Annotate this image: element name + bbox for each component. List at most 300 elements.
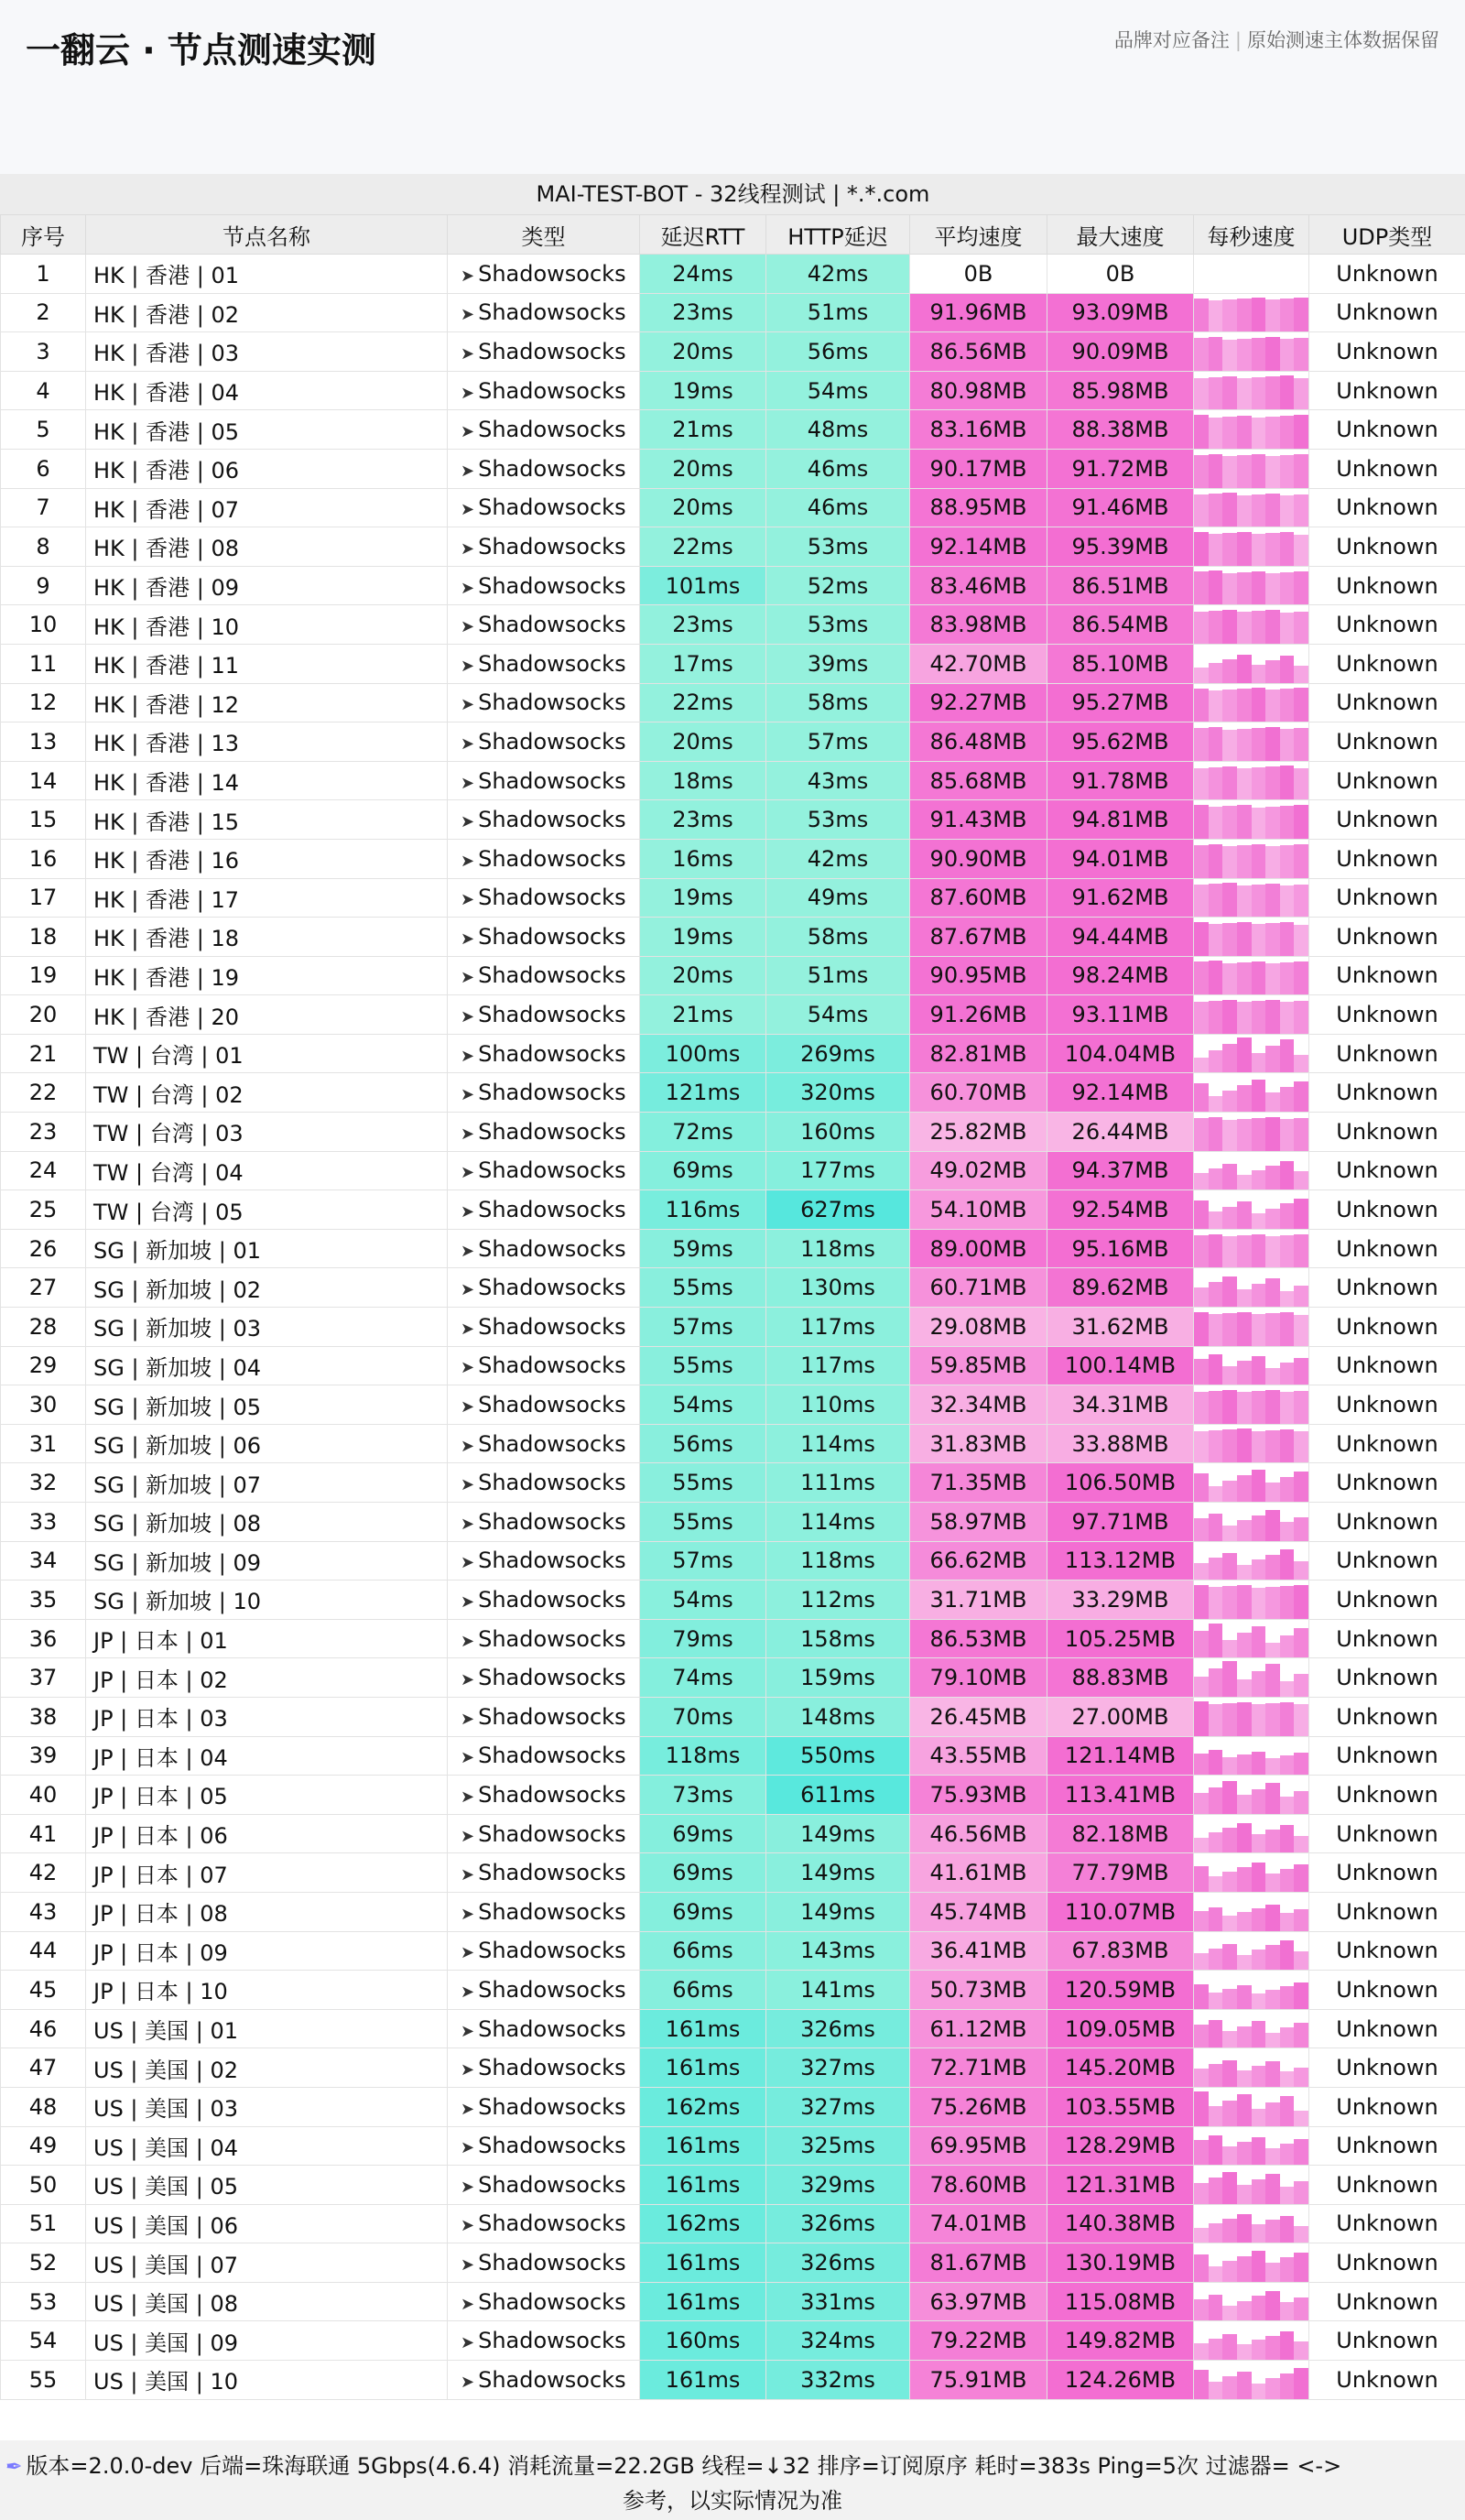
sparkline-bar — [1194, 532, 1209, 566]
sparkline-bar — [1194, 1200, 1209, 1229]
table-row — [1, 371, 1465, 410]
node-type-label: Shadowsocks — [478, 2055, 626, 2081]
max-speed: 85.98MB — [1047, 371, 1194, 410]
per-second-speed — [1194, 1776, 1309, 1815]
node-type-label: Shadowsocks — [478, 1976, 626, 2003]
udp-type: Unknown — [1309, 683, 1465, 722]
node-type — [448, 1190, 640, 1230]
node-name: SG | 新加坡 | 01 — [86, 1229, 448, 1268]
node-name: TW | 台湾 | 01 — [86, 1034, 448, 1073]
row-index: 28 — [1, 1308, 86, 1347]
sparkline-bar — [1194, 1838, 1209, 1853]
table-row — [1, 2243, 1465, 2283]
sparkline-bar — [1252, 1993, 1266, 2009]
row-index: 51 — [1, 2204, 86, 2243]
avg-speed: 83.98MB — [910, 605, 1047, 645]
sparkline-bar — [1280, 1869, 1295, 1892]
sparkline-bar — [1222, 1586, 1237, 1618]
node-name: HK | 香港 | 14 — [86, 761, 448, 800]
sparkline-bar — [1265, 2291, 1280, 2320]
rtt-latency: 16ms — [640, 839, 766, 878]
paper-plane-icon: ➤ — [461, 1085, 475, 1105]
sparkline-bar — [1209, 337, 1223, 370]
sparkline-bar — [1265, 376, 1280, 409]
node-name: HK | 香港 | 13 — [86, 722, 448, 762]
speed-sparkline — [1194, 1463, 1308, 1502]
table-row — [1, 410, 1465, 450]
per-second-speed — [1194, 2048, 1309, 2088]
row-index: 16 — [1, 839, 86, 878]
sparkline-bar — [1294, 1118, 1308, 1151]
sparkline-bar — [1294, 1431, 1308, 1462]
rtt-latency: 161ms — [640, 2126, 766, 2166]
speed-sparkline — [1194, 489, 1308, 527]
row-index: 43 — [1, 1892, 86, 1931]
row-index: 45 — [1, 1971, 86, 2010]
sparkline-bar — [1209, 1704, 1223, 1736]
max-speed: 93.09MB — [1047, 293, 1194, 332]
paper-plane-icon: ➤ — [461, 2099, 475, 2119]
sparkline-bar — [1194, 1173, 1209, 1189]
sparkline-bar — [1265, 2061, 1280, 2087]
node-type — [448, 761, 640, 800]
per-second-speed — [1194, 1580, 1309, 1620]
sparkline-bar — [1194, 885, 1209, 917]
max-speed: 34.31MB — [1047, 1385, 1194, 1425]
footer-info — [5, 2448, 1341, 2480]
rtt-latency: 19ms — [640, 371, 766, 410]
sparkline-bar — [1294, 1286, 1308, 1307]
udp-type: Unknown — [1309, 2087, 1465, 2126]
node-type-label: Shadowsocks — [478, 1743, 626, 1769]
table-row — [1, 1346, 1465, 1385]
rtt-latency: 21ms — [640, 410, 766, 450]
paper-plane-icon: ➤ — [461, 695, 475, 715]
sparkline-bar — [1280, 2144, 1295, 2165]
max-speed: 100.14MB — [1047, 1346, 1194, 1385]
sparkline-bar — [1252, 1950, 1266, 1970]
sparkline-bar — [1237, 378, 1252, 409]
http-latency: 56ms — [766, 332, 910, 372]
sparkline-bar — [1237, 729, 1252, 761]
speed-sparkline — [1194, 762, 1308, 800]
sparkline-bar — [1194, 494, 1209, 527]
table-row — [1, 2361, 1465, 2400]
node-name: US | 美国 | 03 — [86, 2087, 448, 2126]
sparkline-bar — [1194, 2370, 1209, 2399]
sparkline-bar — [1294, 2023, 1308, 2048]
rtt-latency: 19ms — [640, 878, 766, 918]
avg-speed: 43.55MB — [910, 1736, 1047, 1776]
sparkline-bar — [1209, 2020, 1223, 2048]
avg-speed: 60.71MB — [910, 1268, 1047, 1308]
sparkline-bar — [1252, 1053, 1266, 1073]
table-row — [1, 722, 1465, 762]
node-type-label: Shadowsocks — [478, 2093, 626, 2120]
sparkline-bar — [1265, 1758, 1280, 1775]
sparkline-bar — [1194, 805, 1209, 839]
speed-sparkline — [1194, 2048, 1308, 2087]
row-index: 7 — [1, 488, 86, 527]
max-speed: 113.41MB — [1047, 1776, 1194, 1815]
speed-sparkline — [1194, 684, 1308, 722]
sparkline-bar — [1265, 1430, 1280, 1463]
speed-sparkline — [1194, 1425, 1308, 1463]
sparkline-bar — [1222, 923, 1237, 956]
feather-logo-icon: ✒ — [5, 2456, 23, 2479]
row-index: 11 — [1, 644, 86, 683]
sparkline-bar — [1280, 885, 1295, 917]
node-type-label: Shadowsocks — [478, 2210, 626, 2237]
sparkline-bar — [1280, 1986, 1295, 2009]
sparkline-bar — [1209, 884, 1223, 917]
sparkline-bar — [1265, 1390, 1280, 1424]
table-row — [1, 1853, 1465, 1893]
sparkline-bar — [1294, 454, 1308, 487]
speed-sparkline — [1194, 1580, 1308, 1619]
rtt-latency: 74ms — [640, 1658, 766, 1698]
sparkline-bar — [1265, 494, 1280, 527]
max-speed: 109.05MB — [1047, 2009, 1194, 2048]
speed-sparkline — [1194, 995, 1308, 1034]
rtt-latency: 20ms — [640, 332, 766, 372]
sparkline-bar — [1222, 417, 1237, 449]
sparkline-bar — [1280, 613, 1295, 644]
sparkline-bar — [1222, 1276, 1237, 1308]
paper-plane-icon: ➤ — [461, 422, 475, 442]
row-index: 52 — [1, 2243, 86, 2283]
sparkline-bar — [1237, 2256, 1252, 2282]
node-name: SG | 新加坡 | 02 — [86, 1268, 448, 1308]
sparkline-bar — [1209, 1907, 1223, 1931]
sparkline-bar — [1265, 1046, 1280, 1072]
http-latency: 53ms — [766, 527, 910, 567]
node-name: TW | 台湾 | 04 — [86, 1151, 448, 1190]
sparkline-bar — [1222, 1703, 1237, 1736]
sparkline-bar — [1280, 1235, 1295, 1267]
http-latency: 130ms — [766, 1268, 910, 1308]
sparkline-bar — [1280, 495, 1295, 527]
sparkline-bar — [1209, 924, 1223, 956]
max-speed: 97.71MB — [1047, 1503, 1194, 1542]
row-index: 22 — [1, 1073, 86, 1113]
sparkline-bar — [1237, 922, 1252, 956]
rtt-latency: 19ms — [640, 918, 766, 957]
sparkline-bar — [1280, 1291, 1295, 1307]
sparkline-bar — [1237, 768, 1252, 799]
rtt-latency: 18ms — [640, 761, 766, 800]
node-name: US | 美国 | 08 — [86, 2282, 448, 2321]
sparkline-bar — [1280, 375, 1295, 409]
sparkline-bar — [1252, 2066, 1266, 2087]
sparkline-bar — [1222, 1313, 1237, 1346]
node-type — [448, 2282, 640, 2321]
sparkline-bar — [1265, 2174, 1280, 2204]
sparkline-bar — [1209, 2135, 1223, 2165]
node-name: SG | 新加坡 | 09 — [86, 1541, 448, 1580]
rtt-latency: 161ms — [640, 2166, 766, 2205]
http-latency: 110ms — [766, 1385, 910, 1425]
table-row — [1, 1814, 1465, 1853]
sparkline-bar — [1209, 1587, 1223, 1618]
sparkline-bar — [1280, 1755, 1295, 1775]
rtt-latency: 22ms — [640, 527, 766, 567]
sparkline-bar — [1294, 1982, 1308, 2008]
node-type — [448, 488, 640, 527]
avg-speed: 91.96MB — [910, 293, 1047, 332]
speed-sparkline — [1194, 1620, 1308, 1658]
http-latency: 114ms — [766, 1503, 910, 1542]
node-type — [448, 1229, 640, 1268]
sparkline-bar — [1194, 1392, 1209, 1424]
node-name: SG | 新加坡 | 07 — [86, 1463, 448, 1503]
sparkline-bar — [1280, 1797, 1295, 1814]
node-name: JP | 日本 | 07 — [86, 1853, 448, 1893]
speed-sparkline — [1194, 1035, 1308, 1073]
sparkline-bar — [1252, 2251, 1266, 2282]
table-row — [1, 1736, 1465, 1776]
sparkline-bar — [1265, 1236, 1280, 1267]
http-latency: 53ms — [766, 800, 910, 840]
paper-plane-icon: ➤ — [461, 1826, 475, 1846]
max-speed: 91.72MB — [1047, 449, 1194, 488]
rtt-latency: 69ms — [640, 1853, 766, 1893]
per-second-speed — [1194, 2361, 1309, 2400]
udp-type: Unknown — [1309, 1580, 1465, 1620]
paper-plane-icon: ➤ — [461, 1007, 475, 1027]
sparkline-bar — [1209, 1314, 1223, 1346]
node-name: SG | 新加坡 | 05 — [86, 1385, 448, 1425]
speed-sparkline — [1194, 2243, 1308, 2282]
speed-sparkline — [1194, 1737, 1308, 1776]
sparkline-bar — [1222, 340, 1237, 371]
row-index: 4 — [1, 371, 86, 410]
avg-speed: 61.12MB — [910, 2009, 1047, 2048]
sparkline-bar — [1222, 1781, 1237, 1813]
http-latency: 141ms — [766, 1971, 910, 2010]
sparkline-bar — [1280, 299, 1295, 331]
paper-plane-icon: ➤ — [461, 1124, 475, 1144]
per-second-speed — [1194, 2282, 1309, 2321]
speed-sparkline — [1194, 1893, 1308, 1931]
rtt-latency: 54ms — [640, 1385, 766, 1425]
avg-speed: 90.90MB — [910, 839, 1047, 878]
per-second-speed — [1194, 2321, 1309, 2361]
per-second-speed — [1194, 1541, 1309, 1580]
sparkline-bar — [1222, 730, 1237, 761]
avg-speed: 87.67MB — [910, 918, 1047, 957]
paper-plane-icon: ➤ — [461, 1241, 475, 1261]
http-latency: 326ms — [766, 2243, 910, 2283]
table-row — [1, 1034, 1465, 1073]
sparkline-bar — [1265, 846, 1280, 877]
per-second-speed — [1194, 1034, 1309, 1073]
sparkline-bar — [1280, 1522, 1295, 1540]
report-footer — [0, 2440, 1465, 2520]
sparkline-bar — [1194, 2069, 1209, 2087]
speed-sparkline — [1194, 567, 1308, 605]
node-name: HK | 香港 | 16 — [86, 839, 448, 878]
sparkline-bar — [1222, 573, 1237, 605]
node-type-label: Shadowsocks — [478, 612, 626, 638]
col-header-per-second-speed: 每秒速度 — [1194, 215, 1309, 255]
table-row — [1, 2087, 1465, 2126]
table-row — [1, 2009, 1465, 2048]
node-type-label: Shadowsocks — [478, 533, 626, 559]
sparkline-bar — [1280, 2027, 1295, 2048]
sparkline-bar — [1252, 454, 1266, 487]
sparkline-bar — [1194, 768, 1209, 799]
sparkline-bar — [1194, 1359, 1209, 1385]
sparkline-bar — [1252, 728, 1266, 761]
table-row — [1, 1971, 1465, 2010]
sparkline-bar — [1265, 2220, 1280, 2243]
sparkline-bar — [1280, 1087, 1295, 1112]
row-index: 21 — [1, 1034, 86, 1073]
sparkline-bar — [1222, 299, 1237, 331]
row-index: 44 — [1, 1931, 86, 1971]
sparkline-bar — [1209, 454, 1223, 488]
node-name: TW | 台湾 | 02 — [86, 1073, 448, 1113]
sparkline-bar — [1294, 2181, 1308, 2204]
speed-sparkline — [1194, 879, 1308, 918]
node-type-label: Shadowsocks — [478, 1275, 626, 1301]
avg-speed: 60.70MB — [910, 1073, 1047, 1113]
max-speed: 124.26MB — [1047, 2361, 1194, 2400]
speed-sparkline — [1194, 1113, 1308, 1151]
sparkline-bar — [1252, 571, 1266, 605]
node-type — [448, 1580, 640, 1620]
sparkline-bar — [1252, 688, 1266, 722]
sparkline-bar — [1222, 1640, 1237, 1657]
table-row — [1, 1541, 1465, 1580]
sparkline-bar — [1222, 2376, 1237, 2398]
avg-speed: 69.95MB — [910, 2126, 1047, 2166]
sparkline-bar — [1265, 2148, 1280, 2165]
http-latency: 42ms — [766, 839, 910, 878]
rtt-latency: 69ms — [640, 1814, 766, 1853]
udp-type: Unknown — [1309, 1619, 1465, 1658]
node-type — [448, 2243, 640, 2283]
sparkline-bar — [1194, 455, 1209, 488]
speed-sparkline — [1194, 1347, 1308, 1385]
node-name: JP | 日本 | 09 — [86, 1931, 448, 1971]
http-latency: 48ms — [766, 410, 910, 450]
sparkline-bar — [1194, 1754, 1209, 1775]
sparkline-bar — [1209, 534, 1223, 566]
speed-sparkline — [1194, 2166, 1308, 2204]
row-index: 9 — [1, 566, 86, 605]
sparkline-bar — [1280, 766, 1295, 799]
node-type-label: Shadowsocks — [478, 1938, 626, 1964]
table-row — [1, 1073, 1465, 1113]
sparkline-bar — [1252, 885, 1266, 917]
max-speed: 95.39MB — [1047, 527, 1194, 567]
max-speed: 91.62MB — [1047, 878, 1194, 918]
node-type — [448, 722, 640, 762]
rtt-latency: 162ms — [640, 2087, 766, 2126]
max-speed: 86.51MB — [1047, 566, 1194, 605]
sparkline-bar — [1294, 844, 1308, 877]
sparkline-bar — [1294, 1909, 1308, 1930]
rtt-latency: 116ms — [640, 1190, 766, 1230]
sparkline-bar — [1252, 1118, 1266, 1151]
sparkline-bar — [1222, 2334, 1237, 2360]
node-name: SG | 新加坡 | 10 — [86, 1580, 448, 1620]
node-type-label: Shadowsocks — [478, 650, 626, 677]
table-header-row — [1, 215, 1465, 255]
sparkline-bar — [1294, 535, 1308, 566]
sparkline-bar — [1222, 1390, 1237, 1424]
udp-type: Unknown — [1309, 2361, 1465, 2400]
table-row — [1, 956, 1465, 995]
speedtest-table-container — [0, 174, 1465, 2400]
table-row — [1, 2321, 1465, 2361]
node-type-label: Shadowsocks — [478, 1470, 626, 1496]
speed-sparkline — [1194, 2283, 1308, 2321]
sparkline-bar — [1222, 1236, 1237, 1267]
udp-type: Unknown — [1309, 1424, 1465, 1463]
speed-sparkline — [1194, 1658, 1308, 1697]
sparkline-bar — [1209, 2223, 1223, 2243]
avg-speed: 86.56MB — [910, 332, 1047, 372]
speed-sparkline — [1194, 605, 1308, 644]
row-index: 20 — [1, 995, 86, 1035]
per-second-speed — [1194, 1385, 1309, 1425]
row-index: 30 — [1, 1385, 86, 1425]
sparkline-bar — [1194, 1677, 1209, 1697]
sparkline-bar — [1265, 1783, 1280, 1813]
sparkline-bar — [1265, 1555, 1280, 1580]
node-type — [448, 918, 640, 957]
node-type-label: Shadowsocks — [478, 1235, 626, 1262]
paper-plane-icon: ➤ — [461, 2294, 475, 2314]
rtt-latency: 22ms — [640, 683, 766, 722]
table-row — [1, 761, 1465, 800]
per-second-speed — [1194, 1073, 1309, 1113]
avg-speed: 72.71MB — [910, 2048, 1047, 2088]
per-second-speed — [1194, 332, 1309, 372]
node-type — [448, 1503, 640, 1542]
node-name: US | 美国 | 10 — [86, 2361, 448, 2400]
sparkline-bar — [1209, 1117, 1223, 1150]
table-row — [1, 918, 1465, 957]
sparkline-bar — [1265, 963, 1280, 994]
node-type — [448, 332, 640, 372]
node-type — [448, 995, 640, 1035]
node-type-label: Shadowsocks — [478, 1430, 626, 1457]
http-latency: 159ms — [766, 1658, 910, 1698]
sparkline-bar — [1294, 1171, 1308, 1189]
paper-plane-icon: ➤ — [461, 968, 475, 988]
sparkline-bar — [1280, 2096, 1295, 2126]
sparkline-bar — [1252, 1213, 1266, 1229]
node-name: HK | 香港 | 01 — [86, 255, 448, 294]
node-type — [448, 1541, 640, 1580]
max-speed: 27.00MB — [1047, 1697, 1194, 1736]
sparkline-bar — [1194, 1631, 1209, 1657]
sparkline-bar — [1209, 1096, 1223, 1112]
table-row — [1, 1424, 1465, 1463]
table-row — [1, 1190, 1465, 1230]
sparkline-bar — [1294, 885, 1308, 917]
row-index: 18 — [1, 918, 86, 957]
rtt-latency: 69ms — [640, 1151, 766, 1190]
sparkline-bar — [1222, 1120, 1237, 1151]
sparkline-bar — [1265, 1587, 1280, 1619]
node-type — [448, 1268, 640, 1308]
sparkline-bar — [1209, 807, 1223, 838]
